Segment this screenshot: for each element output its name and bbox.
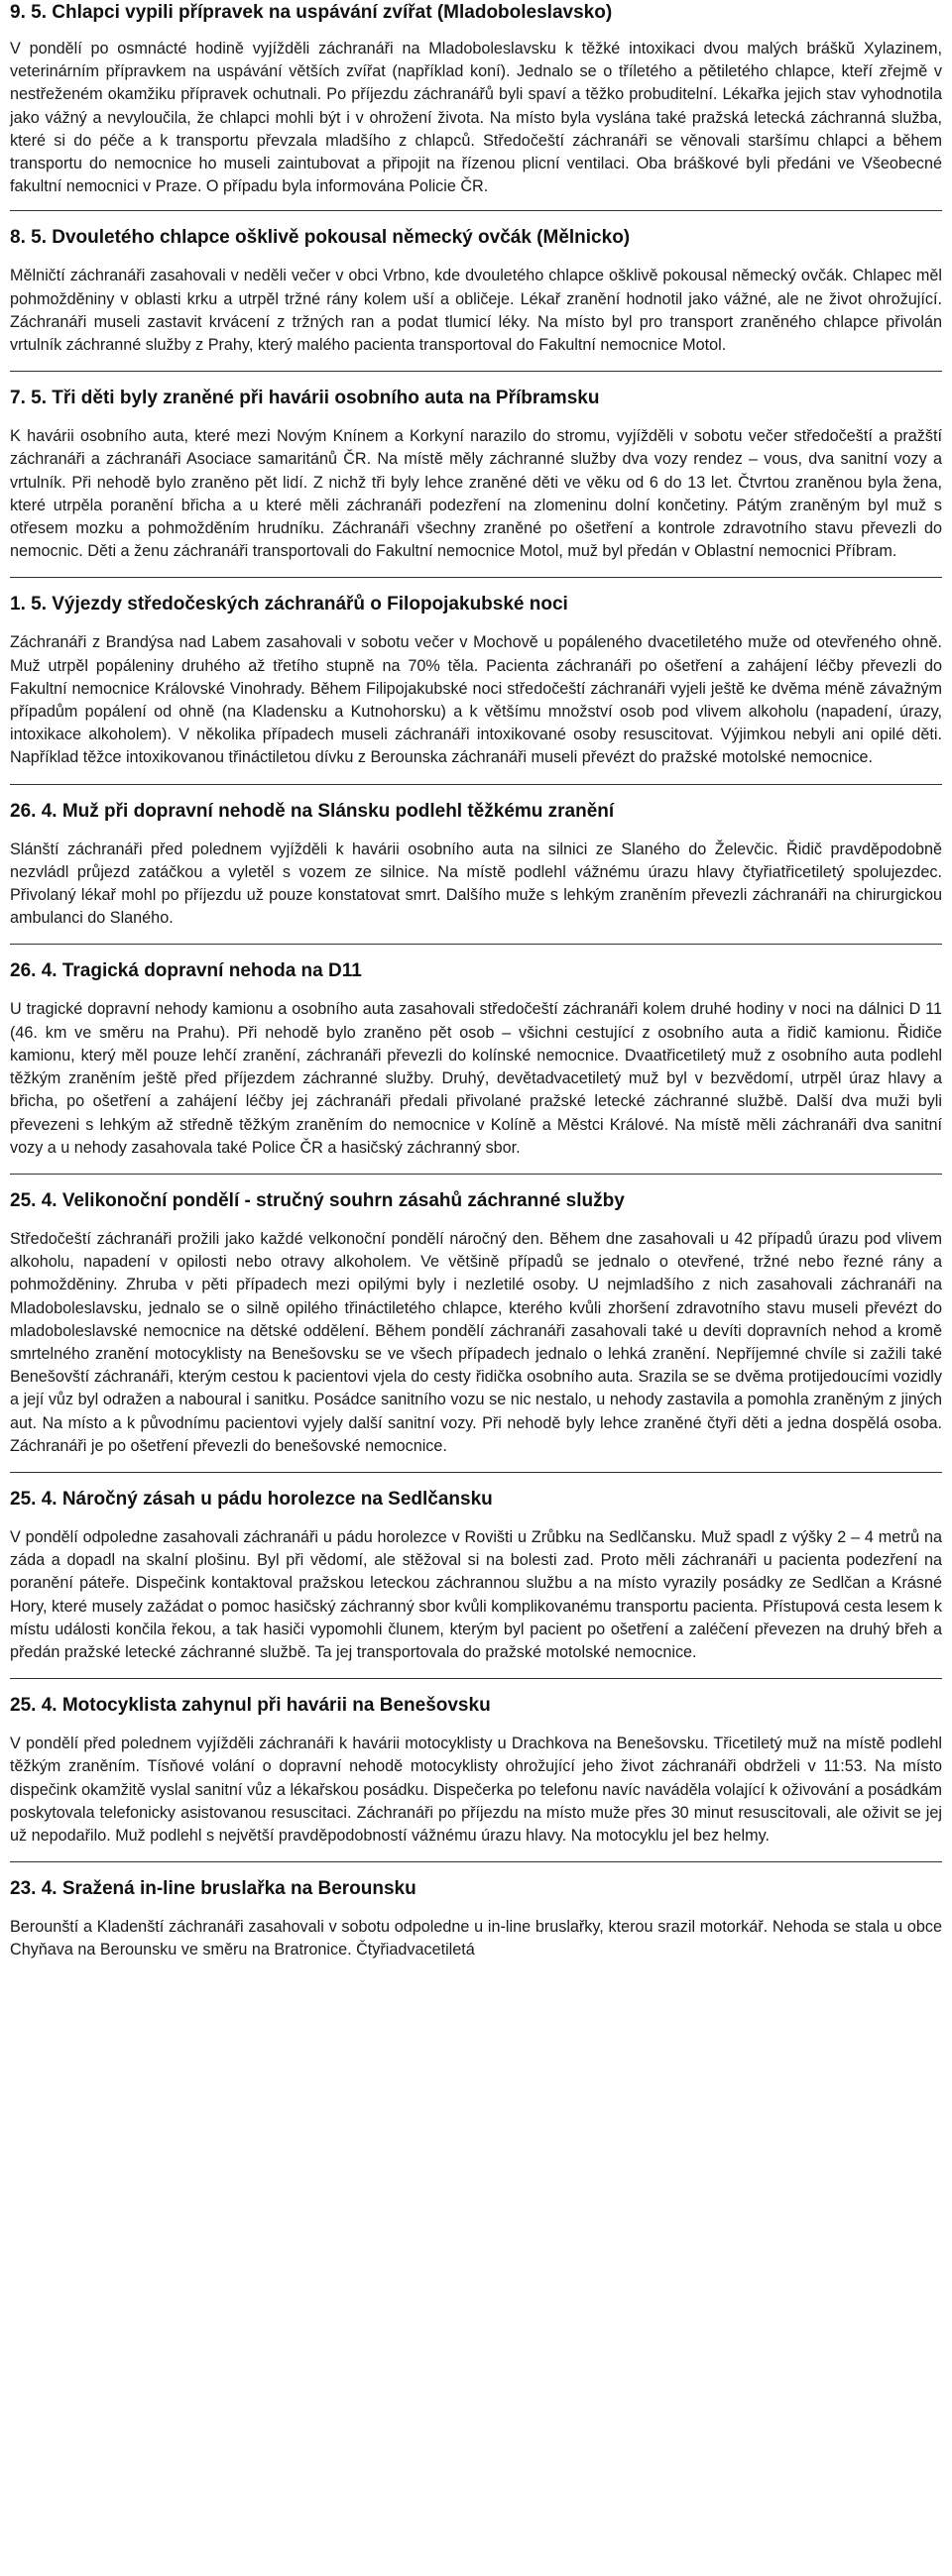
article-10	[10, 1876, 942, 1961]
article-2	[10, 225, 942, 357]
article-body: K havárii osobního auta, které mezi Novým Knínem a Korkyní narazilo do stromu, vyjížděli v sobotu večer středočeští a pražští záchranáři a záchranáři Asociace samaritánů ČR. Na místě měly záchranné služby dva vozy rendez – vous, dva sanitní vozy a vrtulník. Při nehodě bylo zraněno pět lidí. Z nichž tři byly lehce zraněné děti ve věku od 6 do 13 let. Čtvrtou zraněnou byla žena, které utrpěla poranění břicha a u které měli záchranáři podezření na zlomeninu dolní končetiny. Pátým zraněným byl muž s otřesem mozku a pohmožděním hrudníku. Záchranáři všechny zraněné po ošetření a kontrole zdravotního stavu převezli do nemocnic. Děti a ženu záchranáři transportovali do Fakultní nemocnice Motol, muž byl předán v Oblastní nemocnici Příbram.	[10, 427, 942, 561]
article-body: Středočeští záchranáři prožili jako každé velkonoční pondělí náročný den. Během dne zasahovali u 42 případů úrazu pod vlivem alkoholu, napadení v opilosti nebo otravy alkoholem. Ve většině případů se jednalo o otevřené, tržné nebo řezné rány a pohmožděniny. Zhruba v pěti případech mezi opilými byly i nezletilé osoby. U nejmladšího z nich zasahovali záchranáři na Mladoboleslavsku, jednalo se o silně opilého třináctiletého chlapce, kterého kvůli zhoršení zdravotního stavu museli převézt do mladoboleslavské nemocnice na dětské oddělení. Během pondělí záchranáři zasahovali také u devíti dopravních nehod a kromě smrtelného zranění motocyklisty na Benešovsku se ve všech případech jednalo o lehká zranění. Nepříjemné chvíle si zažili také Benešovští záchranáři, kterým cestou k pacientovi vjela do cesty řidička osobního auta. Srazila se se dvěma protijedoucími vozidly a její vůz byl odražen a naboural i sanitku. Posádce sanitního vozu se nic nestalo, u nehody zastavila a pomohla zraněným z jiných aut. Na místo a k původnímu pacientovi vyjely další sanitní vozy. Při nehodě byly lehce zraněné čtyři děti a jedna dospělá osoba. Záchranáři je po ošetření převezli do benešovské nemocnice.	[10, 1229, 942, 1455]
article-title: 26. 4. Muž při dopravní nehodě na Slánsku podlehl těžkému zranění	[10, 800, 615, 822]
article-title: 7. 5. Tři děti byly zraněné při havárii osobního auta na Příbramsku	[10, 388, 600, 409]
divider	[10, 1678, 942, 1679]
article-title: 25. 4. Velikonoční pondělí - stručný souhrn zásahů záchranné služby	[10, 1189, 625, 1211]
article-body: V pondělí po osmnácté hodině vyjížděli záchranáři na Mladoboleslavsku k těžké intoxikaci dvou malých bráškŭ Xylazinem, veterinárním přípravkem na uspávání větších zvířat (například koní). Jednalo se o tříletého a pětiletého chlapce, kteří zřejmě v nestřeženém okamžiku přípravek ochutnali. Po příjezdu záchranářů byli spaví a těžko probuditelní. Lékařka jejich stav vyhodnotila jako vážný a nevyloučila, že chlapci mohli být i v ohrožení života. Na místo byla vyslána také pražská letecká záchranná služba, které si do péče a k transportu převzala mladšího z chlapců. Středočeští záchranáři se věnovali staršímu chlapci a během transportu do nemocnice ho museli zaintubovat a připojit na řízenou plicní ventilaci. Oba bráškové byli předáni ve Všeobecné fakultní nemocnici v Praze. O případu byla informována Policie ČR.	[10, 40, 942, 196]
article-4	[10, 592, 942, 769]
article-body: Berounští a Kladenští záchranáři zasahovali v sobotu odpoledne u in-line bruslařky, kterou srazil motorkář. Nehoda se stala u obce Chyňava na Berounsku ve směru na Bratronice. Čtyřiadvacetiletá	[10, 1918, 942, 1960]
article-body: Slánští záchranáři před polednem vyjížděli k havárii osobního auta na silnici ze Slaného do Želevčic. Řidič pravděpodobně nezvládl průjezd zatáčkou a vyletěl s vozem ze silnice. Na místě podlehl vážnému úrazu hlavy čtyřiatřicetiletý spolujezdec. Přivolaný lékař mohl po příjezdu už pouze konstatovat smrt. Dalšího muže s lehkým zraněním převezli záchranáři na chirurgickou ambulanci do Slaného.	[10, 840, 942, 928]
article-title: 25. 4. Motocyklista zahynul při havárii na Benešovsku	[10, 1695, 491, 1717]
article-1	[10, 0, 942, 198]
divider	[10, 577, 942, 578]
divider	[10, 371, 942, 372]
article-body: Mělničtí záchranáři zasahovali v neděli večer v obci Vrbno, kde dvouletého chlapce ošklivě pokousal německý ovčák. Chlapec měl pohmožděniny v oblasti krku a utrpěl tržné rány kolem uší a obličeje. Lékař zranění hodnotil jako vážné, ale ne život ohrožující. Záchranáři museli zastavit krvácení z tržných ran a podat tlumicí léky. Na místo byl pro transport zraněného chlapce přivolán vrtulník záchranné služby z Prahy, který malého pacienta transportoval do Fakultní nemocnice Motol.	[10, 267, 942, 355]
article-body: V pondělí před polednem vyjížděli záchranáři k havárii motocyklisty u Drachkova na Benešovsku. Třicetiletý muž na místě podlehl těžkým zraněním. Tísňové volání o dopravní nehodě motocyklisty ohrožující jeho život záchranáři obdrželi v 11:53. Na místo dispečink okamžitě vyslal sanitní vůz a lékařskou posádku. Dispečerka po telefonu navíc naváděla volající k oživování a posádkám poskytovala telefonicky asistovanou resuscitaci. Záchranáři po příjezdu na místo muže přes 30 minut resuscitovali, ale oživit se jej už nepodařilo. Muž podlehl s největší pravděpodobností vážnému úrazu hlavy. Na motocyklu jel bez helmy.	[10, 1735, 942, 1845]
article-3	[10, 386, 942, 563]
divider	[10, 1861, 942, 1862]
article-title: 9. 5. Chlapci vypili přípravek na uspávání zvířat (Mladoboleslavsko)	[10, 2, 613, 23]
article-5	[10, 799, 942, 931]
article-title: 26. 4. Tragická dopravní nehoda na D11	[10, 960, 362, 982]
article-9	[10, 1693, 942, 1848]
article-7	[10, 1188, 942, 1458]
article-body: U tragické dopravní nehody kamionu a osobního auta zasahovali středočeští záchranáři kolem druhé hodiny v noci na dálnici D 11 (46. km ve směru na Prahu). Při nehodě bylo zraněno pět osob – všichni cestující z osobního auta a řidič kamionu. Řidiče kamionu, který měl pouze lehčí zranění, záchranáři převezli do kolínské nemocnice. Dvaatřicetiletý muž z osobního auta podlehl těžkým zraněním ještě před příjezdem záchranné služby. Druhý, devětadvacetiletý muž byl v bezvědomí, utrpěl úraz hlavy a břicha, po ošetření a zahájení léčby jej záchranáři předali přivolané pražské letecké záchranné službě. Další dva muži byli převezeni s lehkým až středně těžkým zraněním do nemocnice v Kolíně a Městci Králové. Na místě měli záchranáři dva sanitní vozy a u nehody zasahovala také Police ČR a hasičský záchranný sbor.	[10, 1000, 942, 1157]
article-title: 25. 4. Náročný zásah u pádu horolezce na Sedlčansku	[10, 1488, 493, 1510]
article-8	[10, 1487, 942, 1664]
article-body: Záchranáři z Brandýsa nad Labem zasahovali v sobotu večer v Mochově u popáleného dvacetiletého muže od otevřeného ohně. Muž utrpěl popáleniny druhého až třetího stupně na 70% těla. Pacienta záchranáři po ošetření a zahájení léčby převezli do Fakultní nemocnice Královské Vinohrady. Během Filipojakubské noci středočeští záchranáři vyjeli ještě ke dvěma méně závažným případům popálení od ohně (na Kladensku a Kutnohorsku) a k většímu množství osob pod vlivem alkoholu (napadení, úrazy, intoxikace alkoholem). V několika případech museli záchranáři intoxikované osoby resuscitovat. Výjimkou nebyli ani opilé děti. Například těžce intoxikovanou třináctiletou dívku z Berounska záchranáři museli převézt do pražské motolské nemocnice.	[10, 633, 942, 767]
article-body: V pondělí odpoledne zasahovali záchranáři u pádu horolezce v Rovišti u Zrůbku na Sedlčansku. Muž spadl z výšky 2 – 4 metrů na záda a dopadl na skalní plošinu. Byl při vědomí, ale stěžoval si na bolesti zad. Proto měli záchranáři u pacienta podezření na poranění páteře. Dispečink kontaktoval pražskou leteckou záchrannou službu a na místo vyrazily posádky ze Sedlčan a Krásné Hory, které musely zažádat o pomoc hasičský záchranný sbor kvůli komplikovanému transportu pacienta. Přístupová cesta lesem k místu události končila řekou, a tak hasiči vypomohli člunem, kterým byl pacient po ošetření a zaléčení převezen na druhý břeh a předán pražské letecké záchranné službě. Ta jej transportovala do pražské motolské nemocnice.	[10, 1527, 942, 1661]
article-title: 23. 4. Sražená in-line bruslařka na Berounsku	[10, 1878, 416, 1900]
article-title: 8. 5. Dvouletého chlapce ošklivě pokousal německý ovčák (Mělnicko)	[10, 227, 631, 249]
article-title: 1. 5. Výjezdy středočeských záchranářů o Filopojakubské noci	[10, 594, 568, 616]
divider	[10, 210, 942, 211]
divider	[10, 944, 942, 945]
article-6	[10, 958, 942, 1159]
divider	[10, 1472, 942, 1473]
divider	[10, 784, 942, 785]
divider	[10, 1174, 942, 1175]
